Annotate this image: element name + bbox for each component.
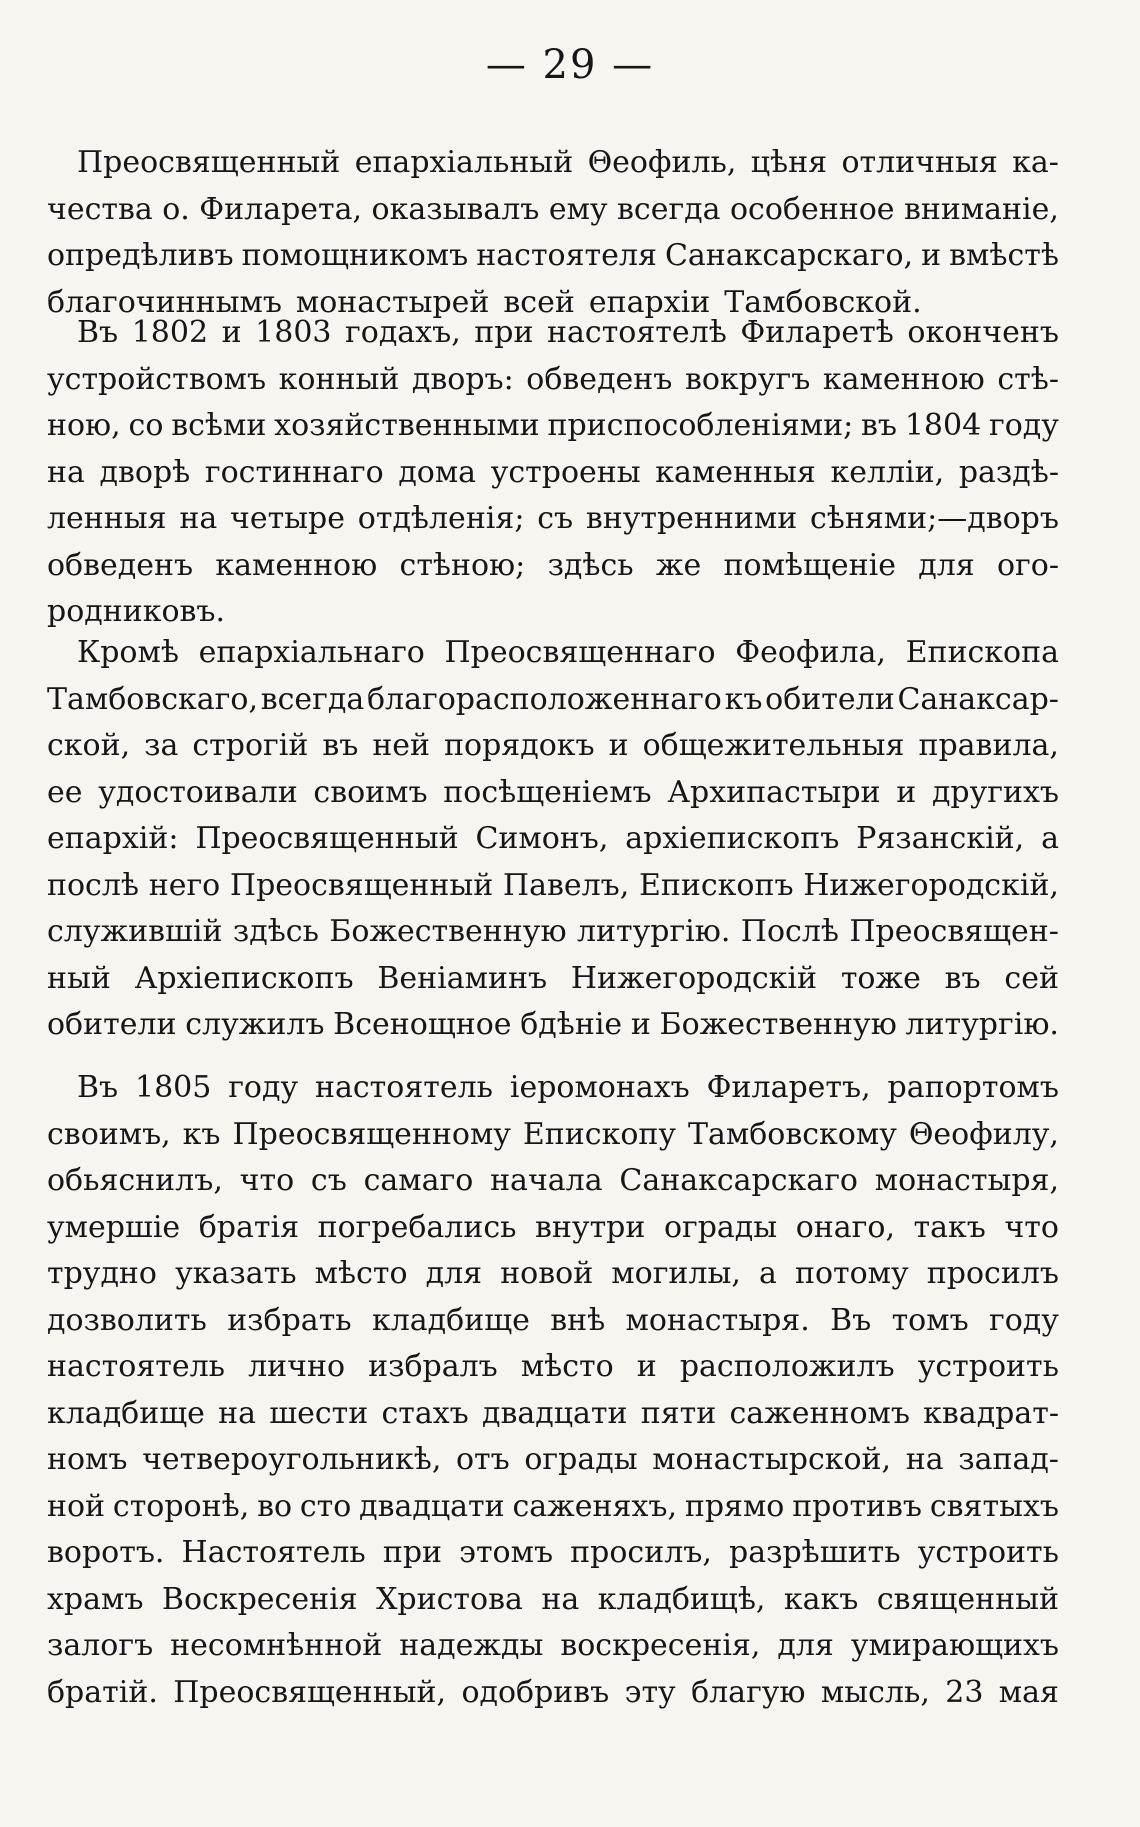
text-line — [47, 770, 1059, 817]
word: особенное — [729, 191, 895, 227]
word: епархіальнаго — [198, 635, 425, 670]
word: четвероугольникѣ, — [142, 1442, 442, 1477]
word: настоятель — [314, 1070, 493, 1105]
word: лично — [248, 1349, 346, 1384]
word: въ — [944, 960, 981, 996]
word: ему — [548, 191, 608, 227]
word: шести — [269, 1395, 369, 1431]
word: расположилъ — [679, 1349, 895, 1384]
word: Θеофиль, — [587, 145, 737, 180]
word: порядокъ — [444, 728, 595, 763]
word: Тамбовскому — [688, 1116, 897, 1152]
word: Въ — [77, 1070, 119, 1105]
paragraph-1 — [47, 140, 1059, 326]
word: устроить — [917, 1535, 1059, 1570]
word: для — [777, 1628, 834, 1663]
word: разрѣшить — [729, 1535, 901, 1570]
word: о. — [162, 191, 190, 227]
word: мѣсто — [520, 1349, 614, 1384]
word: Епископъ — [638, 867, 794, 903]
word: кладбище — [47, 1395, 205, 1431]
text-line — [47, 1298, 1059, 1345]
word: благую — [691, 1674, 806, 1710]
word: монастырей — [295, 284, 490, 320]
word: Послѣ — [740, 914, 839, 949]
word: епархій: — [47, 821, 179, 856]
word: надежды — [399, 1628, 544, 1663]
word: епархіальный — [354, 145, 574, 180]
word: правила, — [918, 728, 1059, 763]
word: Божественную — [659, 1007, 897, 1042]
word: новой — [500, 1256, 594, 1291]
word: ее — [47, 774, 83, 810]
word: всѣми — [171, 408, 267, 443]
word: трудно — [47, 1256, 157, 1291]
text-line — [47, 187, 1059, 234]
word: Воскресенія — [161, 1581, 358, 1617]
word: каменною — [215, 547, 378, 583]
word: конный — [278, 361, 400, 397]
word: мысль, — [820, 1674, 930, 1710]
word: Преосвященному — [232, 1116, 511, 1152]
word: дворѣ — [99, 454, 191, 490]
text-line — [47, 630, 1059, 677]
word: Епископа — [905, 635, 1059, 670]
word: внутренними — [585, 501, 798, 536]
word: Тамбовской. — [724, 284, 922, 320]
word: ный — [47, 960, 111, 996]
word: залогъ — [47, 1628, 154, 1663]
word: монастыря. — [625, 1302, 810, 1338]
word: на — [541, 1581, 580, 1617]
word: помѣщеніе — [723, 547, 896, 583]
word: бдѣніе — [520, 1007, 623, 1042]
word: что — [239, 1163, 295, 1198]
text-line — [47, 816, 1059, 863]
text-line — [47, 863, 1059, 910]
word: монастырской, — [652, 1442, 892, 1477]
word: Въ — [77, 315, 119, 350]
word: рапортомъ — [887, 1070, 1059, 1105]
word: просилъ, — [570, 1535, 712, 1570]
word: сторонѣ, — [112, 1488, 250, 1524]
word: 1802 — [131, 315, 209, 350]
word: тоже — [840, 960, 921, 996]
word: ской, — [47, 728, 131, 763]
word: раздѣ- — [958, 454, 1059, 490]
text-line — [47, 1344, 1059, 1391]
word: другихъ — [931, 774, 1059, 810]
word: Санаксарскаго, — [664, 238, 914, 273]
word: и — [630, 1007, 651, 1042]
word: 23 — [945, 1674, 984, 1710]
word: вокругъ — [684, 361, 811, 397]
word: всегда — [617, 191, 721, 227]
word: номъ — [47, 1442, 128, 1477]
word: Санаксарскаго — [619, 1163, 858, 1198]
word: четыре — [230, 501, 346, 536]
text-line — [47, 140, 1059, 187]
word: воскресенія, — [560, 1628, 761, 1663]
word: противъ — [792, 1488, 923, 1524]
word: храмъ — [47, 1581, 144, 1617]
word: братія — [198, 1209, 300, 1245]
word: Филаретъ, — [706, 1070, 871, 1105]
text-line — [47, 1158, 1059, 1205]
word: несомнѣнной — [170, 1628, 383, 1663]
text-line — [47, 1623, 1059, 1670]
word: при — [474, 315, 534, 350]
word: Преосвященный — [195, 821, 459, 856]
word: и — [921, 238, 942, 273]
word: двадцати — [481, 1395, 628, 1431]
word: за — [144, 728, 179, 763]
word: умершіе — [47, 1209, 181, 1245]
word: устроить — [917, 1349, 1059, 1384]
word: Нижегородскій, — [803, 867, 1059, 903]
word: устройствомъ — [47, 361, 267, 397]
word: Настоятель — [181, 1535, 366, 1570]
word: обители — [47, 1007, 177, 1042]
paragraph-4 — [47, 1065, 1059, 1716]
word: помощникомъ — [241, 238, 469, 273]
word: Всенощное — [333, 1007, 512, 1042]
word: строгій — [192, 728, 309, 763]
word: родниковъ. — [47, 594, 226, 629]
word: онаго, — [795, 1209, 895, 1245]
text-line — [47, 543, 1059, 590]
word: а — [758, 1256, 777, 1291]
word: просилъ — [926, 1256, 1059, 1291]
word: дозволить — [47, 1302, 207, 1338]
word: литургію. — [905, 1007, 1059, 1042]
text-line — [47, 589, 1059, 636]
word: этомъ — [459, 1535, 554, 1570]
text-line — [47, 1484, 1059, 1531]
word: погребались — [317, 1209, 517, 1245]
word: послѣ — [47, 867, 140, 903]
text-line — [47, 1391, 1059, 1438]
word: обведенъ — [526, 361, 673, 397]
word: Нижегородскій — [570, 960, 818, 996]
text-line — [47, 1002, 1059, 1049]
word: годахъ, — [345, 315, 461, 350]
word: начала — [490, 1163, 603, 1198]
word: и — [221, 315, 242, 350]
word: всей — [503, 284, 575, 320]
word: Преосвященный, — [173, 1674, 447, 1710]
word: Филарета, — [199, 191, 363, 227]
word: потому — [794, 1256, 909, 1291]
word: кладбище — [371, 1302, 530, 1338]
word: оказывалъ — [371, 191, 540, 227]
text-line — [47, 1670, 1059, 1717]
word: удостоивали — [98, 774, 298, 810]
word: внутри — [535, 1209, 646, 1245]
text-line — [47, 403, 1059, 450]
word: него — [148, 867, 221, 903]
page-number: — 29 — — [485, 42, 655, 88]
word: квадрат- — [923, 1395, 1059, 1431]
word: къ — [182, 1116, 221, 1152]
word: Преосвященный — [229, 867, 494, 903]
word: святыхъ — [929, 1488, 1059, 1524]
word: Симонъ, — [475, 821, 609, 856]
word: приспособленіями; — [547, 408, 854, 443]
word: томъ — [891, 1302, 969, 1338]
text-line — [47, 723, 1059, 770]
word: въ — [861, 408, 898, 443]
word: іеромонахъ — [509, 1070, 690, 1105]
word: съ — [537, 501, 574, 536]
word: Преосвящен- — [849, 914, 1059, 949]
word: своимъ, — [47, 1116, 171, 1152]
word: хозяйственными — [274, 408, 540, 443]
word: 1805 — [135, 1070, 212, 1105]
word: эту — [624, 1674, 676, 1710]
word: сей — [1004, 960, 1059, 996]
word: сѣнями;—дворъ — [809, 501, 1059, 536]
text-line — [47, 909, 1059, 956]
word: огo- — [997, 547, 1059, 583]
word: какъ — [783, 1581, 859, 1617]
paragraph-3 — [47, 630, 1059, 1049]
word: ограды — [524, 1442, 638, 1477]
word: съ — [310, 1163, 347, 1198]
word: келліи, — [830, 454, 945, 490]
word: 1803 — [255, 315, 332, 350]
word: со — [128, 408, 164, 443]
word: Рязанскій, — [856, 821, 1025, 856]
word: благочиннымъ — [47, 284, 282, 320]
word: настоятель — [47, 1349, 226, 1384]
word: здѣсь — [547, 547, 634, 583]
word: кладбищѣ, — [597, 1581, 766, 1617]
text-line — [47, 357, 1059, 404]
word: мая — [998, 1674, 1059, 1710]
word: мѣсто — [314, 1256, 408, 1291]
word: такъ — [913, 1209, 986, 1245]
word: цѣня — [750, 145, 828, 180]
word: Архипастыри — [667, 774, 881, 810]
word: каменною — [822, 361, 985, 397]
word: вниманіе, — [903, 191, 1059, 227]
word: Филаретѣ — [740, 315, 894, 350]
word: указать — [175, 1256, 297, 1291]
word: на — [905, 1442, 944, 1477]
word: служившій — [47, 914, 223, 949]
text-line — [47, 956, 1059, 1003]
word: братій. — [47, 1674, 158, 1710]
word: настоятеля — [476, 238, 657, 273]
word: монастыря, — [874, 1163, 1059, 1198]
word: опредѣливъ — [47, 238, 234, 273]
word: каменныя — [655, 454, 816, 490]
word: Тамбовскаго, — [47, 681, 258, 717]
word: и — [636, 1349, 657, 1384]
word: во — [257, 1488, 293, 1524]
word: на — [179, 501, 218, 536]
word: настоятелѣ — [547, 315, 727, 350]
word: отличныя — [841, 145, 998, 180]
text-line — [47, 1251, 1059, 1298]
word: отдѣленія; — [357, 501, 525, 536]
word: Христова — [376, 1581, 523, 1617]
word: посѣщеніемъ — [443, 774, 652, 810]
word: одобривъ — [461, 1674, 610, 1710]
word: стахъ — [381, 1395, 469, 1431]
word: пяти — [640, 1395, 717, 1431]
word: ною, — [47, 408, 121, 443]
word: въ — [322, 728, 359, 763]
word: гостиннаго — [204, 454, 384, 490]
word: обведенъ — [47, 547, 194, 583]
word: 1804 — [904, 408, 982, 443]
word: избралъ — [368, 1349, 498, 1384]
word: избрать — [227, 1302, 352, 1338]
word: Божественную — [329, 914, 567, 949]
word: отъ — [456, 1442, 510, 1477]
word: же — [655, 547, 702, 583]
word: для — [425, 1256, 483, 1291]
word: всегда — [260, 681, 365, 717]
word: году — [228, 1070, 299, 1105]
word: своимъ — [313, 774, 428, 810]
word: служилъ — [185, 1007, 325, 1042]
word: общежительныя — [642, 728, 905, 763]
word: епархіи — [588, 284, 711, 320]
word: саженномъ — [729, 1395, 910, 1431]
word: здѣсь — [232, 914, 319, 949]
text-line — [47, 1065, 1059, 1112]
word: стѣ- — [997, 361, 1059, 397]
word: умирающихъ — [850, 1628, 1059, 1663]
text-line — [47, 1577, 1059, 1624]
word: дома — [398, 454, 477, 490]
word: саженяхъ, — [512, 1488, 677, 1524]
word: ленныя — [47, 501, 167, 536]
word: обьяснилъ, — [47, 1163, 223, 1198]
text-line — [47, 1530, 1059, 1577]
word: на — [47, 454, 85, 490]
word: воротъ. — [47, 1535, 165, 1570]
text-line — [47, 1112, 1059, 1159]
word: а — [1041, 821, 1059, 856]
word: Преосвященный — [77, 145, 341, 180]
word: запад- — [958, 1442, 1059, 1477]
word: Кромѣ — [77, 635, 179, 670]
text-line — [47, 1205, 1059, 1252]
word: на — [218, 1395, 256, 1431]
word: литургію. — [576, 914, 731, 949]
word: году — [989, 408, 1059, 443]
text-line — [47, 1437, 1059, 1484]
word: ней — [372, 728, 431, 763]
word: чества — [47, 191, 153, 227]
word: Архіепископъ — [134, 960, 354, 996]
text-line — [47, 677, 1059, 724]
word: къ — [724, 681, 763, 717]
word: вмѣстѣ — [949, 238, 1059, 273]
word: и — [896, 774, 917, 810]
word: Θеофилу, — [908, 1116, 1059, 1152]
word: самаго — [363, 1163, 474, 1198]
word: внѣ — [550, 1302, 606, 1338]
word: году — [989, 1302, 1059, 1338]
word: обители — [765, 681, 895, 717]
word: устроены — [490, 454, 641, 490]
word: оконченъ — [907, 315, 1059, 350]
text-line — [47, 233, 1059, 280]
word: Феофила, — [735, 635, 886, 670]
word: что — [1004, 1209, 1059, 1245]
word: двадцати — [359, 1488, 505, 1524]
word: и — [608, 728, 629, 763]
word: сто — [299, 1488, 352, 1524]
word: Въ — [830, 1302, 872, 1338]
word: при — [382, 1535, 443, 1570]
word: благорасположеннаго — [367, 681, 722, 717]
word: ограды — [663, 1209, 778, 1245]
paragraph-2 — [47, 310, 1059, 636]
word: дворъ: — [411, 361, 514, 397]
word: архіепископъ — [625, 821, 840, 856]
word: для — [918, 547, 975, 583]
word: Преосвященнаго — [444, 635, 716, 670]
word: прямо — [684, 1488, 785, 1524]
word: могилы, — [611, 1256, 741, 1291]
text-line — [47, 450, 1059, 497]
word: священный — [876, 1581, 1059, 1617]
word: стѣною; — [399, 547, 526, 583]
text-line — [47, 310, 1059, 357]
word: ка- — [1012, 145, 1059, 180]
word: Санаксар- — [897, 681, 1059, 717]
word: Епископу — [522, 1116, 677, 1152]
word: Веніаминъ — [377, 960, 548, 996]
word: ной — [47, 1488, 106, 1524]
word: Павелъ, — [502, 867, 630, 903]
text-line — [47, 496, 1059, 543]
